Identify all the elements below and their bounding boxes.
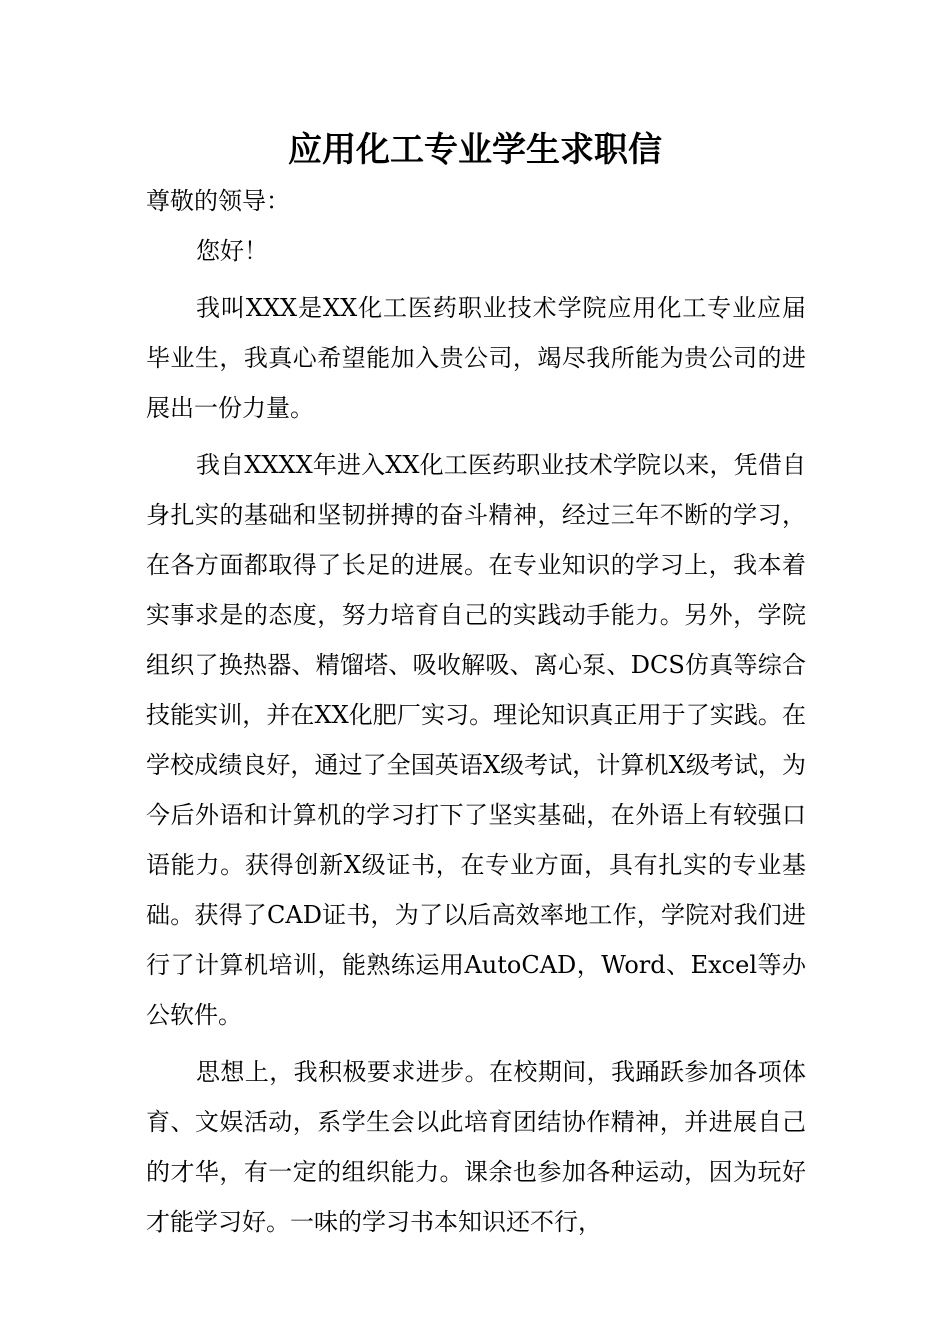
paragraph-study: 我自XXXX年进入XX化工医药职业技术学院以来，凭借自身扎实的基础和坚韧拼搏的奋斗精神，经过三年不断的学习，在各方面都取得了长足的进展。在专业知识的学习上，我本着实事求是的态度，努力培育自己的实践动手能力。另外，学院组织了换热器、精馏塔、吸收解吸、离心泵、DCS仿真等综合技能实训，并在XX化肥厂实习。理论知识真正用于了实践。在学校成绩良好，通过了全国英语X级考试，计算机X级考试，为今后外语和计算机的学习打下了坚实基础，在外语上有较强口语能力。获得创新X级证书，在专业方面，具有扎实的专业基础。获得了CAD证书，为了以后高效率地工作，学院对我们进行了计算机培训，能熟练运用AutoCAD，Word、Excel等办公软件。 — [146, 451, 806, 1029]
paragraph-thought: 思想上，我积极要求进步。在校期间，我踊跃参加各项体育、文娱活动，系学生会以此培育团结协作精神，并进展自己的才华，有一定的组织能力。课余也参加各种运动，因为玩好才能学习好。一味的学习书本知识还不行， — [146, 1058, 806, 1236]
greeting: 您好！ — [196, 237, 268, 265]
letter-body — [146, 176, 806, 1247]
salutation: 尊敬的领导： — [146, 187, 290, 215]
document-title: 应用化工专业学生求职信 — [288, 130, 662, 170]
paragraph-introduction: 我叫XXX是XX化工医药职业技术学院应用化工专业应届毕业生，我真心希望能加入贵公司，竭尽我所能为贵公司的进展出一份力量。 — [146, 294, 806, 422]
